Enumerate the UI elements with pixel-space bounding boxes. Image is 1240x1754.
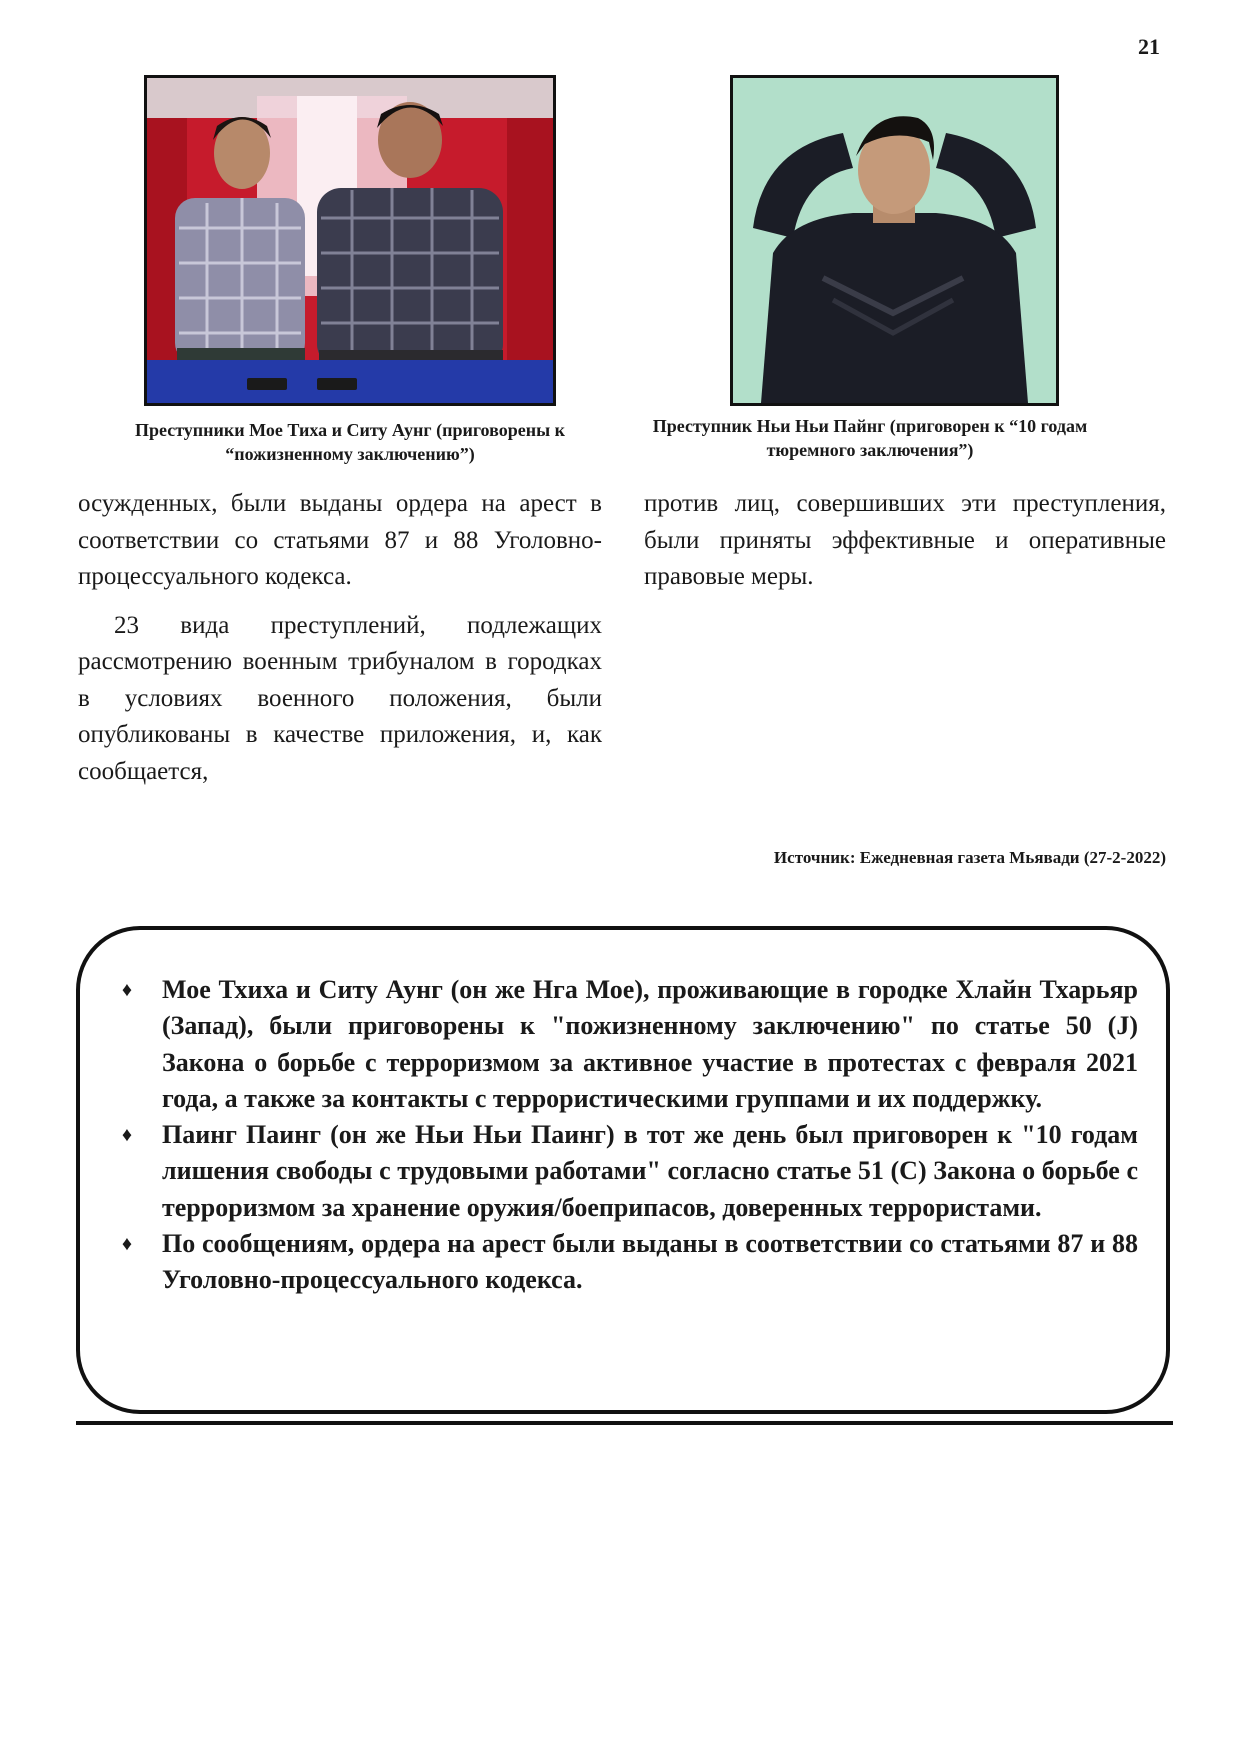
paragraph: против лиц, совершивших эти преступления, были приняты эффективные и оперативные правовые меры.: [644, 490, 1166, 590]
photo-single-defendant-image: [733, 78, 1056, 403]
photo-caption-left: Преступники Мое Тиха и Ситу Аунг (приговорены к “пожизненному заключению”): [134, 420, 565, 464]
photo-caption-right: Преступник Ньи Ньи Пайнг (приговорен к “10 годам тюремного заключения”): [652, 416, 1088, 460]
diamond-bullet-icon: ♦: [121, 979, 133, 1001]
diamond-bullet-icon: ♦: [121, 1124, 133, 1147]
diamond-bullet-icon: ♦: [121, 1233, 133, 1256]
horizontal-rule: [76, 1421, 1173, 1425]
source-citation: Источник: Ежедневная газета Мьявади (27-2-2022): [773, 848, 1166, 867]
page-number: 21: [1138, 34, 1160, 59]
summary-list: [112, 972, 1138, 1299]
summary-item: [112, 1117, 1138, 1226]
photo-single-defendant: [730, 75, 1059, 406]
paragraph: осужденных, были выданы ордера на арест в соответствии со статьями 87 и 88 Уголовно-процессуального кодекса.: [78, 490, 602, 590]
summary-box: [76, 926, 1170, 1414]
summary-item-text: По сообщениям, ордера на арест были выданы в соответствии со статьями 87 и 88 Уголовно-процессуального кодекса.: [162, 1229, 1138, 1295]
summary-item-text: Паинг Паинг (он же Ньи Ньи Паинг) в тот же день был приговорен к "10 годам лишения свободы с трудовыми работами" согласно статье 51 (С) Закона о борьбе с терроризмом за хранение оружия/боеприпасов, доверенных террористами.: [162, 1120, 1138, 1222]
summary-item: [112, 1226, 1138, 1299]
summary-item-text: Мое Тхиха и Ситу Аунг (он же Нга Мое), проживающие в городке Хлайн Тхарьяр (Запад), были приговорены к "пожизненному заключению" по статье 50 (J) Закона о борьбе с терроризмом за активное участие в протестах с февраля 2021 года, а также за контакты с террористическими группами и их поддержку.: [162, 975, 1138, 1113]
text-column-left: [78, 486, 602, 790]
text-column-right: [644, 486, 1166, 596]
summary-item: [112, 972, 1138, 1117]
photo-two-defendants: [144, 75, 556, 406]
photo-two-defendants-image: [147, 78, 553, 403]
paragraph: 23 вида преступлений, подлежащих рассмотрению военным трибуналом в городках в условиях военного положения, были опубликованы в качестве приложения, и, как сообщается,: [78, 611, 602, 785]
